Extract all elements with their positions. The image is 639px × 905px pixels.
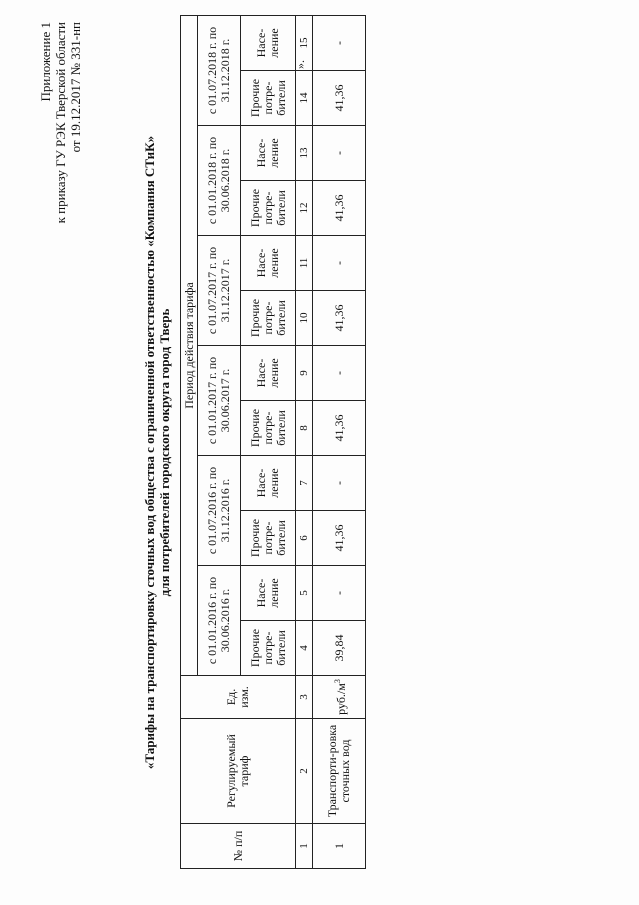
column-number: 2 <box>296 719 313 824</box>
column-number: 9 <box>296 346 313 401</box>
subheader-other-consumers: Прочие потре-бители <box>241 511 296 566</box>
tariff-value: 39,84 <box>313 621 366 676</box>
title-line-1: «Тарифы на транспортировку сточных вод общества с ограниченной ответственностью «Компания СТиК» <box>142 135 157 770</box>
period-header: с 01.07.2018 г. по 31.12.2018 г. <box>198 16 241 126</box>
period-header: с 01.07.2017 г. по 31.12.2017 г. <box>198 236 241 346</box>
column-number: 15 <box>296 16 313 71</box>
tariff-value: - <box>313 126 366 181</box>
column-number: 5 <box>296 566 313 621</box>
subheader-other-consumers: Прочие потре-бители <box>241 621 296 676</box>
row-tariff-name: Транспорти-ровка сточных вод <box>313 719 366 824</box>
tariff-value: 41,36 <box>313 291 366 346</box>
column-number: 4 <box>296 621 313 676</box>
document-title <box>142 0 172 905</box>
subheader-population: Насе-ление <box>241 236 296 291</box>
period-header: с 01.01.2018 г. по 30.06.2018 г. <box>198 126 241 236</box>
period-header: с 01.01.2016 г. по 30.06.2016 г. <box>198 566 241 676</box>
title-line-2: для потребителей городского округа город Тверь <box>157 308 172 597</box>
row-unit <box>313 676 366 719</box>
row-unit-text: руб./м <box>333 683 348 715</box>
subheader-other-consumers: Прочие потре-бители <box>241 291 296 346</box>
period-header: с 01.07.2016 г. по 31.12.2016 г. <box>198 456 241 566</box>
tariff-value: - <box>313 456 366 511</box>
tariff-value: 41,36 <box>313 181 366 236</box>
appendix-line-2: к приказу ГУ РЭК Тверской области <box>53 22 68 224</box>
tariff-value: - <box>313 236 366 291</box>
header-number: № п/п <box>181 824 296 869</box>
subheader-population: Насе-ление <box>241 456 296 511</box>
subheader-population: Насе-ление <box>241 566 296 621</box>
tariff-value: - <box>313 566 366 621</box>
subheader-other-consumers: Прочие потре-бители <box>241 181 296 236</box>
column-number: 11 <box>296 236 313 291</box>
appendix-line-3: от 19.12.2017 № 331-нп <box>68 22 83 153</box>
tariff-table <box>180 15 366 869</box>
header-period: Период действия тарифа <box>181 16 198 676</box>
column-number: 6 <box>296 511 313 566</box>
column-number: 8 <box>296 401 313 456</box>
column-number: 14 <box>296 71 313 126</box>
appendix-reference <box>38 22 83 223</box>
tariff-value: 41,36 <box>313 401 366 456</box>
header-unit: Ед. изм. <box>181 676 296 719</box>
column-number: 1 <box>296 824 313 869</box>
closing-quote: ». <box>293 60 307 69</box>
subheader-population: Насе-ление <box>241 126 296 181</box>
subheader-other-consumers: Прочие потре-бители <box>241 401 296 456</box>
row-unit-sup: 3 <box>332 679 342 684</box>
tariff-value: 41,36 <box>313 511 366 566</box>
subheader-other-consumers: Прочие потре-бители <box>241 71 296 126</box>
column-number: 7 <box>296 456 313 511</box>
subheader-population: Насе-ление <box>241 16 296 71</box>
column-number: 3 <box>296 676 313 719</box>
row-number: 1 <box>313 824 366 869</box>
tariff-value: - <box>313 346 366 401</box>
column-number: 10 <box>296 291 313 346</box>
header-tariff: Регулируемый тариф <box>181 719 296 824</box>
tariff-value: - <box>313 16 366 71</box>
tariff-value: 41,36 <box>313 71 366 126</box>
column-number: 12 <box>296 181 313 236</box>
appendix-line-1: Приложение 1 <box>38 22 53 102</box>
period-header: с 01.01.2017 г. по 30.06.2017 г. <box>198 346 241 456</box>
subheader-population: Насе-ление <box>241 346 296 401</box>
column-number: 13 <box>296 126 313 181</box>
